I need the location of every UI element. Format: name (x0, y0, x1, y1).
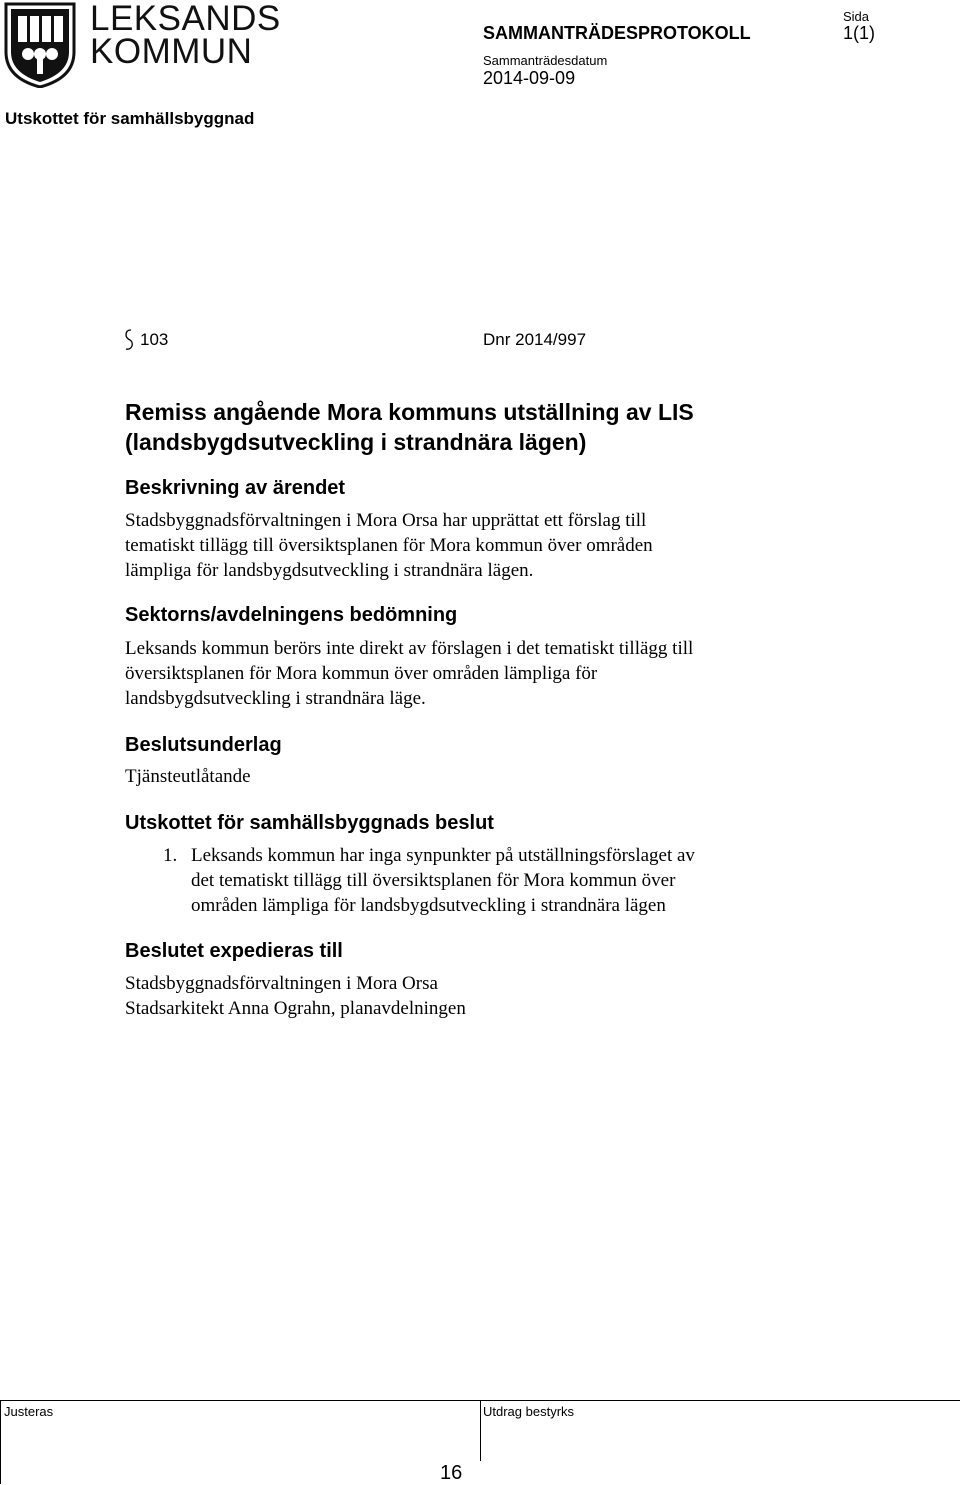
basis-text: Tjänsteutlåtande (125, 766, 251, 787)
meeting-date-label: Sammanträdesdatum (483, 53, 608, 68)
text-line: områden lämpliga för landsbygdsutveckling i strandnära lägen (191, 895, 666, 916)
decision-item-text (191, 843, 851, 918)
meeting-date: 2014-09-09 (483, 68, 576, 88)
basis-heading: Beslutsunderlag (125, 734, 282, 756)
footer-middle-rule (480, 1401, 481, 1461)
footer-page-number: 16 (440, 1462, 463, 1484)
text-line: lämpliga för landsbygdsutveckling i strandnära lägen. (125, 560, 534, 581)
dispatch-heading: Beslutet expedieras till (125, 940, 343, 962)
assessment-text (125, 636, 693, 711)
description-heading: Beskrivning av ärendet (125, 477, 346, 499)
text-line: Leksands kommun har inga synpunkter på utställningsförslaget av (191, 845, 695, 866)
logo-wordmark (90, 0, 281, 71)
text-line: det tematiskt tillägg till översiktsplanen för Mora kommun över (191, 870, 676, 891)
paragraph-mark-icon (124, 328, 134, 352)
text-line: tematiskt tillägg till översiktsplanen för Mora kommun över områden (125, 535, 653, 556)
decision-heading: Utskottet för samhällsbyggnads beslut (125, 812, 494, 834)
logo-line-2: KOMMUN (90, 32, 253, 71)
document-type: SAMMANTRÄDESPROTOKOLL (483, 23, 751, 43)
text-line: landsbygdsutveckling i strandnära läge. (125, 688, 426, 709)
dispatch-recipient: Stadsbyggnadsförvaltningen i Mora Orsa (125, 973, 438, 994)
footer-left-rule (0, 1401, 1, 1484)
text-line: Stadsbyggnadsförvaltningen i Mora Orsa har upprättat ett förslag till (125, 510, 647, 531)
dispatch-list (125, 971, 466, 1021)
description-text (125, 508, 653, 583)
paragraph-number: 103 (140, 330, 169, 349)
item-title (125, 397, 694, 457)
title-line: (landsbygdsutveckling i strandnära lägen) (125, 429, 587, 455)
title-line: Remiss angående Mora kommuns utställning av LIS (125, 399, 694, 425)
text-line: översiktsplanen för Mora kommun över områden lämpliga för (125, 663, 598, 684)
assessment-heading: Sektorns/avdelningens bedömning (125, 604, 458, 626)
text-line: Leksands kommun berörs inte direkt av förslagen i det tematiskt tillägg till (125, 638, 694, 659)
logo-line-1: LEKSANDS (90, 0, 281, 38)
committee-name: Utskottet för samhällsbyggnad (5, 109, 255, 128)
coat-of-arms-icon (4, 2, 76, 88)
page-label: Sida (843, 9, 870, 24)
page-count: 1(1) (843, 23, 876, 43)
justeras-label: Justeras (4, 1404, 54, 1419)
utdrag-label: Utdrag bestyrks (483, 1404, 575, 1419)
decision-item-number: 1. (163, 845, 178, 866)
case-number: Dnr 2014/997 (483, 330, 587, 349)
dispatch-recipient: Stadsarkitekt Anna Ograhn, planavdelningen (125, 998, 466, 1019)
